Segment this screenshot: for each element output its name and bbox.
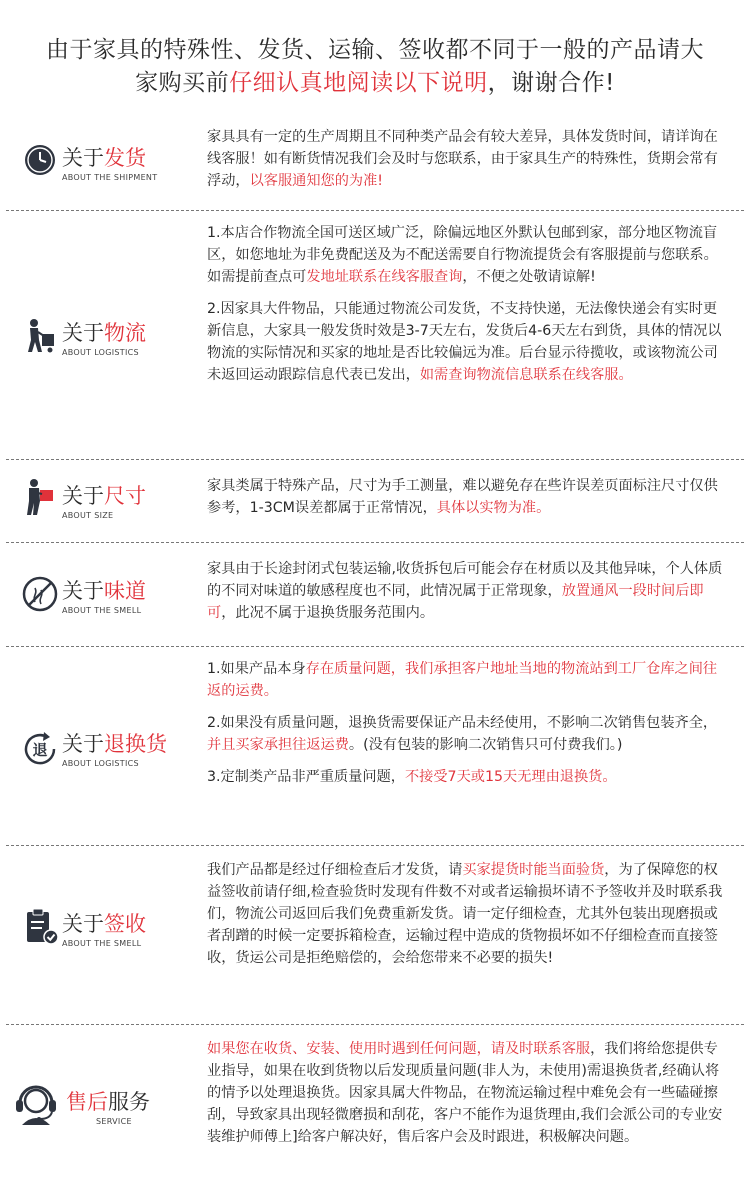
section-service [0, 1026, 750, 1194]
size-subtitle: ABOUT SIZE [62, 511, 114, 520]
smell-text [207, 558, 727, 624]
logistics-p1-post: ，不便之处敬请谅解! [462, 269, 596, 285]
size-text [207, 475, 727, 519]
returns-p2-highlight: 并且买家承担往返运费 [207, 737, 349, 753]
returns-p3: 3.定制类产品非严重质量问题， [207, 769, 405, 785]
size-title-b: 尺寸 [104, 484, 146, 508]
headset-icon [12, 1081, 60, 1125]
shipment-p1-highlight: 以客服通知您的为准! [249, 173, 383, 189]
header-line-2 [0, 67, 750, 100]
divider [6, 1024, 744, 1025]
smell-subtitle: ABOUT THE SMELL [62, 606, 142, 615]
service-p1-highlight: 如果您在收货、安装、使用时遇到任何问题，请及时联系客服 [207, 1041, 591, 1057]
smell-p1-post: ，此况不属于退换货服务范围内。 [221, 605, 435, 621]
header-line-1: 由于家具的特殊性、发货、运输、签收都不同于一般的产品请大 [46, 37, 704, 63]
shipment-heading [62, 145, 202, 182]
logistics-heading [62, 320, 202, 357]
signing-p1: 我们产品都是经过仔细检查后才发货，请 [207, 862, 463, 878]
service-text [207, 1038, 727, 1148]
shipment-p1: 家具具有一定的生产周期且不同种类产品会有较大差异，具体发货时间，请详询在线客服！如有断货情况我们会及时与您联系，由于家具生产的特殊性，货期会常有浮动， [207, 129, 718, 189]
smell-title [62, 578, 202, 604]
header-line-2-post: ，谢谢合作! [487, 70, 615, 96]
return-icon-glyph: 退 [32, 741, 48, 759]
divider [6, 845, 744, 846]
logistics-p1: 1.本店合作物流全国可送区域广泛，除偏远地区外默认包邮到家，部分地区物流盲区，如您地址为非免费配送及为不配送需要自行物流提货会有客服提前与您联系。如需提前查点可 [207, 225, 718, 285]
return-icon [20, 729, 60, 769]
smell-p1: 家具由于长途封闭式包装运输,收货拆包后可能会存在材质以及其他异味，个人体质的不同对味道的敏感程度也不同，此情况属于正常现象， [207, 561, 723, 599]
section-smell [0, 544, 750, 645]
returns-subtitle: ABOUT LOGISTICS [62, 759, 139, 768]
size-heading [62, 483, 202, 520]
notice-header [0, 34, 750, 100]
returns-heading [62, 731, 202, 768]
smell-title-b: 味道 [104, 579, 146, 603]
section-size [0, 461, 750, 540]
signing-subtitle: ABOUT THE SMELL [62, 939, 142, 948]
section-returns [0, 648, 750, 844]
signing-title [62, 911, 202, 937]
shipment-subtitle: ABOUT THE SHIPMENT [62, 173, 158, 182]
returns-p1-highlight: 存在质量问题，我们承担客户地址当地的物流站到工厂仓库之间往返的运费。 [207, 661, 718, 699]
service-p1-post: ，我们将给您提供专业指导，如果在收到货物以后发现质量问题(非人为，未使用)需退换货者,经确认将的情予以处理退换货。因家具属大件物品，在物流运输过程中难免会有一些磕碰擦刮，导致家具出现轻微磨损和刮花，客户不能作为退货理由,我们会派公司的专业安装维护师傅上]给客户解决好，售后客户会及时跟进，积极解决问题。 [207, 1041, 723, 1145]
signing-heading [62, 911, 202, 948]
section-logistics [0, 212, 750, 458]
returns-title-a: 关于 [62, 732, 104, 756]
section-signing [0, 847, 750, 1023]
returns-p3-highlight: 不接受7天或15天无理由退换货。 [404, 769, 617, 785]
delivery-icon [20, 316, 60, 356]
logistics-title [62, 320, 202, 346]
shipment-title-b: 发货 [104, 146, 146, 170]
signing-title-a: 关于 [62, 912, 104, 936]
divider [6, 542, 744, 543]
shipment-title [62, 145, 202, 171]
clock-icon [20, 140, 60, 180]
signing-text [207, 859, 727, 969]
no-smell-icon [20, 574, 60, 614]
smell-p1-highlight: 放置通风一段时间后即可 [207, 583, 704, 621]
size-title [62, 483, 202, 509]
service-heading [66, 1089, 206, 1126]
divider [6, 646, 744, 647]
logistics-title-b: 物流 [104, 321, 146, 345]
size-p1-highlight: 具体以实物为准。 [436, 500, 551, 516]
logistics-text [207, 222, 727, 386]
returns-p2-post: 。(没有包装的影响二次销售只可付费我们。) [348, 737, 623, 753]
returns-text [207, 658, 727, 788]
divider [6, 210, 744, 211]
smell-heading [62, 578, 202, 615]
shipment-text [207, 126, 727, 192]
signing-p1-highlight: 买家提货时能当面验货 [462, 862, 605, 878]
clipboard-check-icon [20, 907, 60, 947]
header-line-2-highlight: 仔细认真地阅读以下说明 [229, 70, 488, 96]
logistics-title-a: 关于 [62, 321, 104, 345]
section-shipment [0, 118, 750, 210]
returns-title [62, 731, 202, 757]
signing-title-b: 签收 [104, 912, 146, 936]
divider [6, 459, 744, 460]
service-title [66, 1089, 206, 1115]
size-title-a: 关于 [62, 484, 104, 508]
shipment-title-a: 关于 [62, 146, 104, 170]
logistics-p1-highlight: 发地址联系在线客服查询 [306, 269, 463, 285]
logistics-p2: 2.因家具大件物品，只能通过物流公司发货，不支持快递，无法像快递会有实时更新信息，大家具一般发货时效是3-7天左右，发货后4-6天左右到货，具体的情况以物流的实际情况和买家的地址是否比较偏远为准。后台显示待揽收，或该物流公司未返回运动跟踪信息代表已发出， [207, 301, 722, 383]
signing-p1-post: ，为了保障您的权益签收前请仔细,检查验货时发现有件数不对或者运输损坏请不予签收并及时联系我们，物流公司返回后我们免费重新发货。请一定仔细检查，尤其外包装出现磨损或者刮蹭的时候一定要拆箱检查，运输过程中造成的货物损坏如不仔细检查而直接签收，货运公司是拒绝赔偿的，会给您带来不必要的损失! [207, 862, 723, 966]
returns-title-b: 退换货 [104, 732, 167, 756]
service-subtitle: SERVICE [96, 1117, 132, 1126]
header-line-2-pre: 家购买前 [135, 70, 230, 96]
smell-title-a: 关于 [62, 579, 104, 603]
person-box-icon [20, 477, 60, 517]
returns-p2: 2.如果没有质量问题，退换货需要保证产品未经使用，不影响二次销售包装齐全， [207, 715, 718, 731]
service-title-b: 服务 [108, 1090, 150, 1114]
service-title-a: 售后 [66, 1090, 108, 1114]
logistics-p2-highlight: 如需查询物流信息联系在线客服。 [419, 367, 633, 383]
size-p1: 家具类属于特殊产品，尺寸为手工测量，难以避免存在些许误差页面标注尺寸仅供参考，1-3CM误差都属于正常情况， [207, 478, 718, 516]
logistics-subtitle: ABOUT LOGISTICS [62, 348, 139, 357]
returns-p1: 1.如果产品本身 [207, 661, 306, 677]
